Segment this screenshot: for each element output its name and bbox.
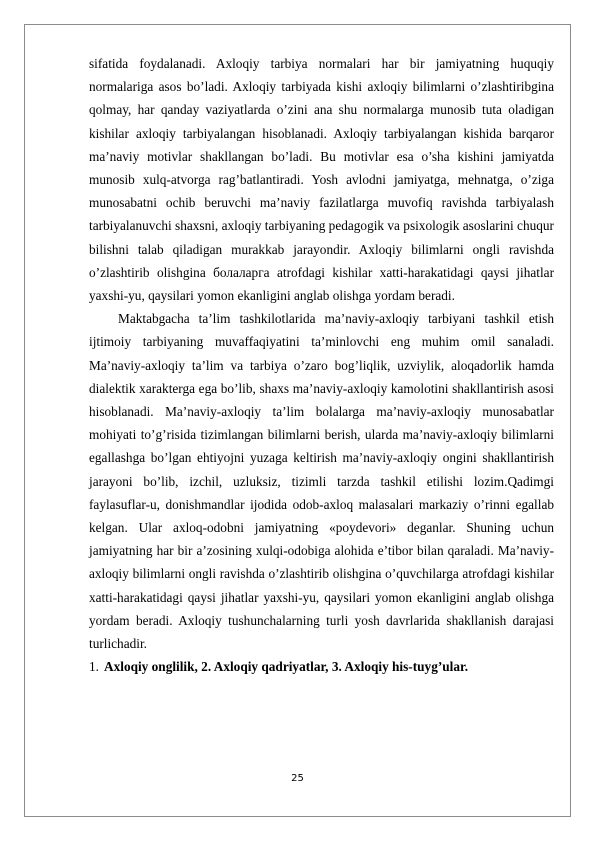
page-number: 25 (291, 773, 304, 784)
list-text: Axloqiy onglilik, 2. Axloqiy qadriyatlar, 3. Axloqiy his-tuyg’ular. (104, 659, 469, 675)
paragraph-2: Maktabgacha ta’lim tashkilotlarida ma’naviy-axloqiy tarbiyani tashkil etish ijtimoiy tarbiyaning muvaffaqiyatini ta’minlovchi eng muhim omil sanaladi. Ma’naviy-axloqiy ta’lim va tarbiya o’zaro bog’liqlik, uzviylik, aloqadorlik hamda dialektik xarakterga ega bo’lib, shaxs ma’naviy-axloqiy kamolotini shakllantirish asosi hisoblanadi. Ma’naviy-axloqiy ta’lim bolalarga ma’naviy-axloqiy munosabatlar mohiyati to’g’risida tizimlangan bilimlarni berish, ularda ma’naviy-axloqiy bilimlarni egallashga bo’lgan ehtiyojni yuzaga keltirish ma’naviy-axloqiy ongini shakllantirish jarayoni bo’lib, izchil, uzluksiz, tizimli tarzda tashkil etilishi lozim.Qadimgi faylasuflar-u, donishmandlar ijodida odob-axloq malasalari markaziy o’rinni egallab kelgan. Ular axloq-odobni jamiyatning «poydevori» deganlar. Shuning uchun jamiyatning har bir a’zosining xulqi-odobiga alohida e’tibor bilan qaraladi. Ma’naviy- axloqiy bilimlarni ongli ravishda o’zlashtirib olishgina o’quvchilarga atrofdagi kishilar xatti-harakatidagi qaysi jihatlar yaxshi-yu, qaysilari yomon ekanligini anglab olishga yordam beradi. Axloqiy tushunchalarning turli yosh davrlarida shakllanish darajasi turlichadir. (89, 311, 554, 652)
list-item (89, 655, 554, 678)
paragraph-1: sifatida foydalanadi. Axloqiy tarbiya normalari har bir jamiyatning huquqiy normalariga asos bo’ladi. Axloqiy tarbiyada kishi axloqiy bilimlarni o’zlashtiribgina qolmay, har qanday vaziyatlarda o’zini ana shu normalarga munosib tuta oladigan kishilar axloqiy tarbiyalangan hisoblanadi. Axloqiy tarbiyalangan kishida barqaror ma’naviy motivlar shakllangan bo’ladi. Bu motivlar esa o’sha kishini jamiyatda munosib xulq-atvorga rag’batlantiradi. Yosh avlodni jamiyatga, mehnatga, o’ziga munosabatni ochib beruvchi ma’naviy fazilatlarga muvofiq ravishda tarbiyalash tarbiyalanuvchi shaxsni, axloqiy tarbiyaning pedagogik va psixologik asoslarini chuqur bilishni talab qiladigan murakkab jarayondir. Axloqiy bilimlarni ongli ravishda o’zlashtirib olishgina болаларга atrofdagi kishilar xatti-harakatidagi qaysi jihatlar yaxshi-yu, qaysilari yomon ekanligini anglab olishga yordam beradi. (89, 56, 554, 304)
list-number: 1. (89, 659, 99, 675)
document-body (89, 52, 554, 678)
